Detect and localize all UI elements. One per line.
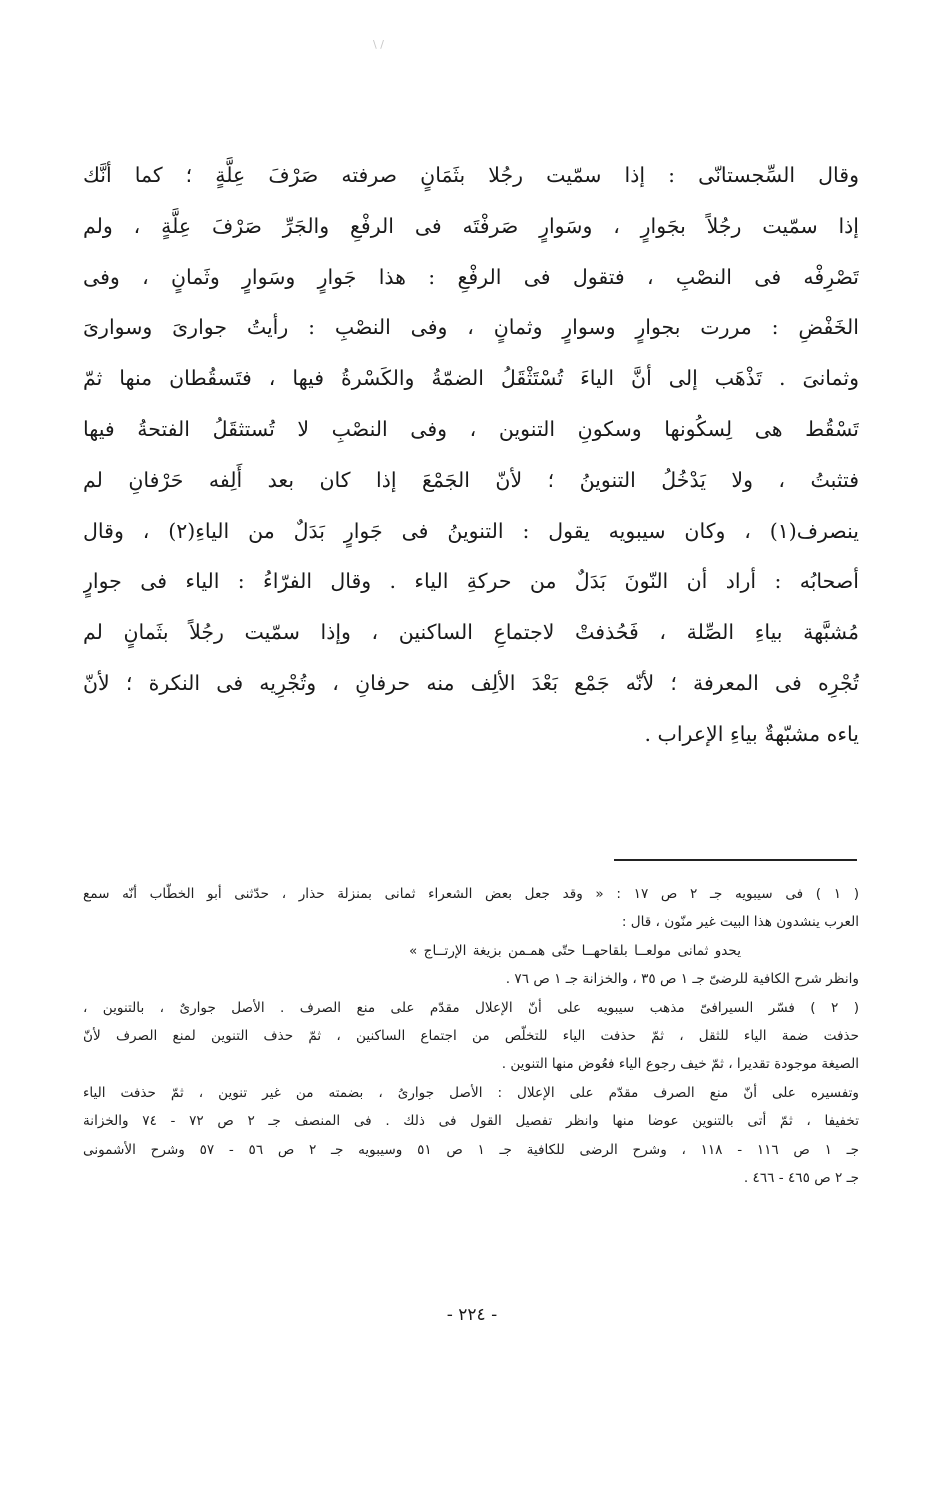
footnote-line: جـ ١ ص ١١٦ - ١١٨ ، وشرح الرضى للكافية جـ ١ ص ٥١ وسيبويه جـ ٢ ص ٥٦ - ٥٧ وشرح الأشمونى: [83, 1141, 859, 1158]
footnote-line: العرب ينشدون هذا البيت غير منّون ، قال :: [621, 914, 859, 931]
main-text-line: تَسْقُط هى لِسكُونها وسكونِ التنوين ، وفى النصْبِ لا تُستثقَلُ الفتحةُ فيها: [83, 416, 859, 441]
footnote-line: وتفسيره على أنّ منع الصرف مقدّم على الإعلال : الأصل جوارىُ ، بضمته من غير تنوين ، ثمّ حذفت الياء: [83, 1084, 859, 1101]
footnotes-block: [83, 880, 859, 1192]
footnote-line: الصيغة موجودة تقديرا ، ثمّ خيف رجوع الياء فعُوض منها التنوين .: [501, 1056, 859, 1073]
footnote-line: حذفت ضمة الياء للثقل ، ثمّ حذفت الياء للتخلّص من اجتماع الساكنين ، ثمّ حذف التنوين لمنع الصرف لأنّ: [83, 1027, 859, 1044]
main-text-line: تَصْرِفْه فى النصْبِ ، فتقول فى الرفْعِ : هذا جَوارٍ وسَوارٍ وثَمانٍ ، وفى: [83, 264, 859, 289]
main-text-line: مُشبَّهة بياءِ الصِّلة ، فَحُذفتْ لاجتماعِ الساكنين ، وإذا سمّيت رجُلاً بثَمانٍ لم: [83, 620, 859, 645]
main-text-line: إذا سمّيت رجُلاً بجَوارٍ ، وسَوارٍ صَرفْتَه فى الرفْعِ والجَرِّ صَرْفَ عِلَّةٍ ، ولم: [83, 213, 859, 238]
footnote-line: وانظر شرح الكافية للرضىّ جـ ١ ص ٣٥ ، والخزانة جـ ١ ص ٧٦ .: [505, 971, 859, 988]
footnote-line: ( ٢ ) فسّر السيرافىّ مذهب سيبويه على أنّ الإعلال مقدّم على منع الصرف . الأصل جوارىٌ ، بالتنوين ،: [83, 999, 859, 1016]
top-margin-mark: \ /: [373, 38, 384, 51]
footnote-separator: [614, 859, 857, 861]
main-text-line: تُجْرِه فى المعرفة ؛ لأنّه جَمْع بَعْدَ الألِف منه حرفانِ ، وتُجْرِيه فى النكرة ؛ لأنّ: [83, 670, 859, 695]
footnote-line: جـ ٢ ص ٤٦٥ - ٤٦٦ .: [743, 1169, 859, 1186]
main-text-line: فتثبتُ ، ولا يَدْخُلُ التنوينُ ؛ لأنّ الجَمْعَ إذا كان بعد أَلِفه حَرْفانِ لم: [83, 467, 859, 492]
main-text-block: [83, 150, 859, 760]
footnote-verse: يحدو ثمانى مولعــا بلقاحهــا حتّى همـمن بزيغة الإرتــاج »: [409, 942, 741, 959]
main-text-line: ياءه مشبّهةٌ بياءِ الإعراب .: [644, 721, 859, 746]
main-text-line: ينصرف(١) ، وكان سيبويه يقول : التنوينُ فى جَوارٍ بَدَلٌ من الياءِ(٢) ، وقال: [83, 518, 859, 543]
footnote-line: تخفيفا ، ثمّ أتى بالتنوين عوضا منها وانظر تفصيل القول فى ذلك . فى المنصف جـ ٢ ص ٧٢ - ٧٤ والخزانة: [83, 1113, 859, 1130]
page-number: - ٢٢٤ -: [446, 1305, 498, 1325]
main-text-line: وقال السِّجستانّى : إذا سمّيت رجُلا بثَمَانٍ صرفته صَرْفَ عِلَّةٍ ؛ كما أنَّك: [83, 163, 859, 187]
main-text-line: أصحابُه : أراد أن النّونَ بَدَلٌ من حركةِ الياء . وقال الفرّاءُ : الياء فى جوارٍ: [83, 569, 859, 594]
main-text-line: وثمانىَ . تَذْهَب إلى أنَّ الياءَ تُسْتَثْقَلُ الضمّةُ والكَسْرةُ فيها ، فتَسقُطان منها ثمّ: [83, 366, 859, 391]
footnote-line: ( ١ ) فى سيبويه جـ ٢ ص ١٧ : « وقد جعل بعض الشعراء ثمانى بمنزلة حذار ، حدّثنى أبو الخطّاب أنّه سمع: [83, 886, 859, 902]
main-text-line: الخَفْضِ : مررت بجوارٍ وسوارٍ وثمانٍ ، وفى النصْبِ : رأيتُ جوارىَ وسوارىَ: [83, 315, 859, 340]
